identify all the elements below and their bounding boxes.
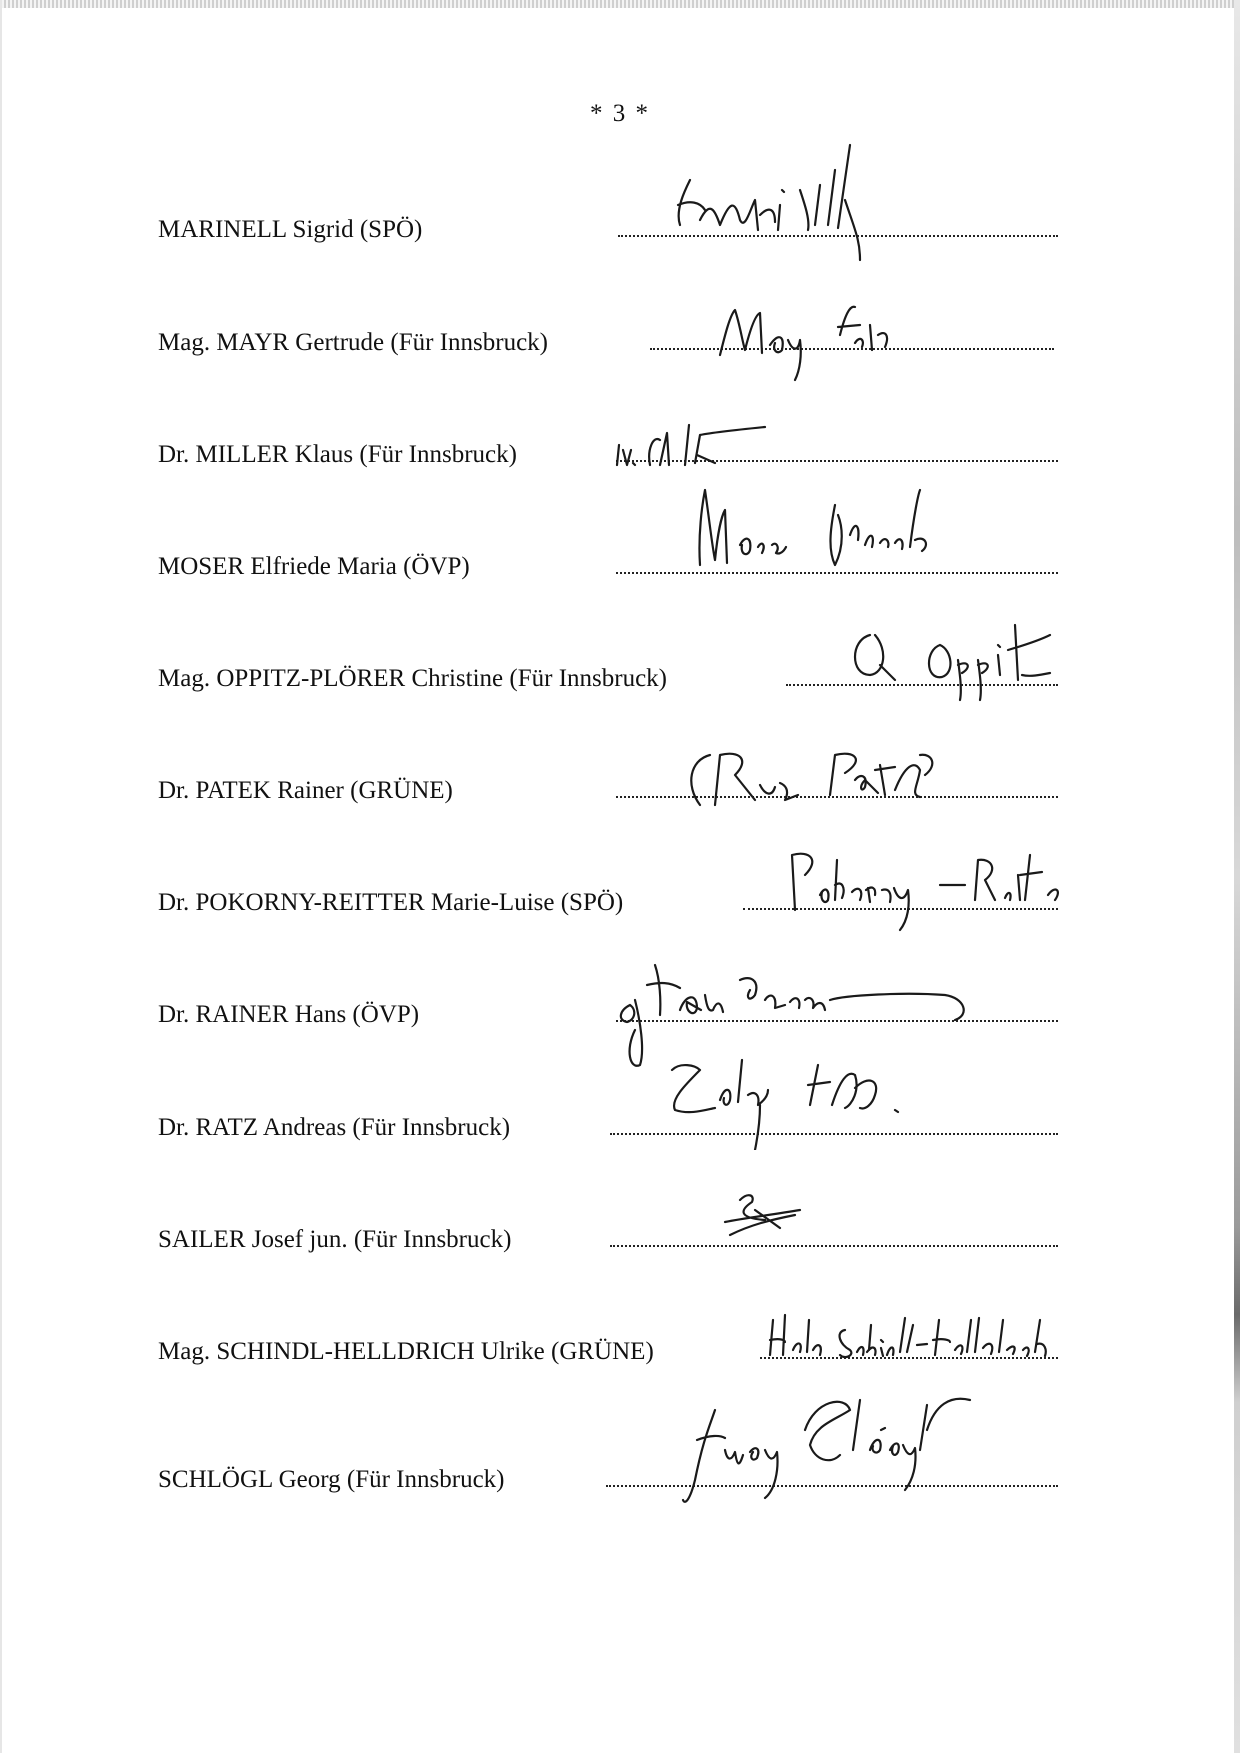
signature-line	[786, 684, 1058, 686]
signatory-name: Dr. RATZ Andreas (Für Innsbruck)	[158, 1114, 511, 1141]
signature-row	[158, 1103, 1058, 1143]
signature-row	[158, 205, 1058, 245]
signature-row	[158, 1455, 1058, 1495]
signature-line	[618, 235, 1058, 237]
signature-line	[610, 1133, 1058, 1135]
signatory-name: Mag. OPPITZ-PLÖRER Christine (Für Innsbruck)	[158, 665, 667, 692]
signature-row	[158, 878, 1058, 918]
signature-line	[606, 1485, 1058, 1487]
scan-edge-left	[0, 0, 2, 1753]
signatory-name: Mag. MAYR Gertrude (Für Innsbruck)	[158, 329, 548, 356]
signature-row	[158, 654, 1058, 694]
signatory-name: SCHLÖGL Georg (Für Innsbruck)	[158, 1466, 505, 1493]
signatory-name: Mag. SCHINDL-HELLDRICH Ulrike (GRÜNE)	[158, 1338, 654, 1365]
signature-line	[760, 1357, 1058, 1359]
signatory-name: MARINELL Sigrid (SPÖ)	[158, 216, 423, 243]
signatory-name: SAILER Josef jun. (Für Innsbruck)	[158, 1226, 512, 1253]
signatory-name: Dr. MILLER Klaus (Für Innsbruck)	[158, 441, 517, 468]
scan-edge-right	[1234, 0, 1240, 1753]
signature-line	[616, 460, 1058, 462]
signature-row	[158, 990, 1058, 1030]
signature-line	[610, 1245, 1058, 1247]
signature-line	[616, 1020, 1058, 1022]
handwritten-signature	[665, 1380, 1125, 1520]
signature-line	[616, 796, 1058, 798]
signatory-name: MOSER Elfriede Maria (ÖVP)	[158, 553, 470, 580]
page-number: * 3 *	[590, 100, 650, 127]
signature-row	[158, 542, 1058, 582]
signatory-name: Dr. RAINER Hans (ÖVP)	[158, 1001, 420, 1028]
signature-line	[616, 572, 1058, 574]
signatory-name: Dr. PATEK Rainer (GRÜNE)	[158, 777, 453, 804]
scan-edge-top	[0, 0, 1240, 8]
signature-row	[158, 766, 1058, 806]
signature-line	[743, 908, 1058, 910]
signature-line	[650, 348, 1054, 350]
signature-row	[158, 318, 1058, 358]
signature-row	[158, 1327, 1058, 1367]
signature-row	[158, 430, 1058, 470]
handwritten-signature	[660, 130, 920, 270]
signatory-name: Dr. POKORNY-REITTER Marie-Luise (SPÖ)	[158, 889, 624, 916]
signature-row	[158, 1215, 1058, 1255]
